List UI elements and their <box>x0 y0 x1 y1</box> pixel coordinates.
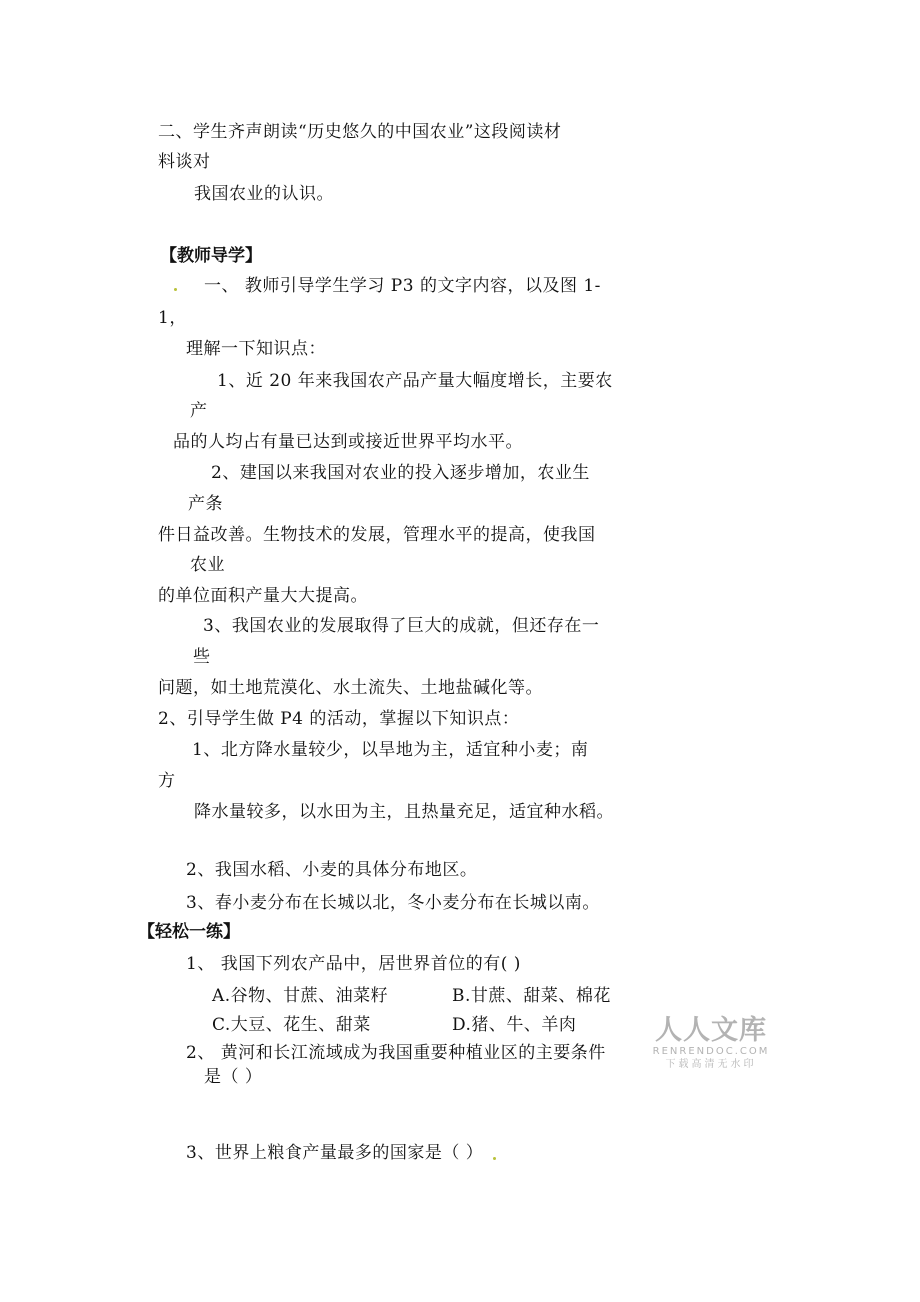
point3-line-2: 些 <box>193 647 211 667</box>
sub1-line-1: 1、北方降水量较少，以旱地为主，适宜种小麦；南 <box>192 740 589 760</box>
point3-line-1: 3、我国农业的发展取得了巨大的成就，但还存在一 <box>203 616 600 636</box>
question-1-option-c: C.大豆、花生、甜菜 <box>212 1015 371 1035</box>
stray-mark <box>493 1157 496 1160</box>
section-two-line-3: 我国农业的认识。 <box>194 184 334 204</box>
watermark-tagline: 下载高清无水印 <box>665 1059 757 1070</box>
point1-line-1: 1、近 20 年来我国农产品产量大幅度增长，主要农 <box>217 371 613 391</box>
section-two-line-2: 料谈对 <box>158 152 211 172</box>
watermark-title: 人人文库 <box>655 1015 767 1046</box>
point3-line-3: 问题，如土地荒漠化、水土流失、土地盐碱化等。 <box>158 678 543 698</box>
question-1: 1、 我国下列农产品中，居世界首位的有( ) <box>186 954 521 974</box>
stray-mark <box>174 288 177 291</box>
sub1-line-3: 降水量较多，以水田为主，且热量充足，适宜种水稻。 <box>194 802 614 822</box>
point2-line-1: 2、建国以来我国对农业的投入逐步增加，农业生 <box>211 463 590 483</box>
point2-line-5: 的单位面积产量大大提高。 <box>158 586 368 606</box>
question-1-option-b: B.甘蔗、甜菜、棉花 <box>452 986 611 1006</box>
guide-item1-line-3: 理解一下知识点： <box>186 339 326 359</box>
watermark-domain: RENRENDOC.COM <box>652 1046 770 1057</box>
point2-line-3: 件日益改善。生物技术的发展，管理水平的提高，使我国 <box>158 525 596 545</box>
sub3-line: 3、春小麦分布在长城以北，冬小麦分布在长城以南。 <box>186 893 600 913</box>
question-3: 3、世界上粮食产量最多的国家是（ ） <box>186 1143 484 1163</box>
guide-item1-line-1: 一、 教师引导学生学习 P3 的文字内容，以及图 1- <box>204 276 601 296</box>
point2-line-4: 农业 <box>190 555 225 575</box>
teacher-guide-heading: 【教师导学】 <box>160 246 262 266</box>
point1-line-2: 产 <box>190 401 208 421</box>
point1-line-3: 品的人均占有量已达到或接近世界平均水平。 <box>173 432 523 452</box>
section-two-line-1: 二、学生齐声朗读“历史悠久的中国农业”这段阅读材 <box>158 122 562 142</box>
sub1-line-2: 方 <box>158 771 176 791</box>
watermark-logo <box>646 1016 776 1072</box>
question-1-option-d: D.猪、牛、羊肉 <box>452 1015 577 1035</box>
question-2-line-1: 2、 黄河和长江流域成为我国重要种植业区的主要条件 <box>186 1043 606 1063</box>
question-2-line-2: 是（ ） <box>204 1067 263 1087</box>
guide-item1-line-2: 1， <box>158 308 187 328</box>
guide-item2-line-1: 2、引导学生做 P4 的活动，掌握以下知识点： <box>158 709 520 729</box>
question-1-option-a: A.谷物、甘蔗、油菜籽 <box>212 986 389 1006</box>
practice-heading: 【轻松一练】 <box>138 922 240 942</box>
point2-line-2: 产条 <box>188 494 223 514</box>
sub2-line: 2、我国水稻、小麦的具体分布地区。 <box>186 860 478 880</box>
